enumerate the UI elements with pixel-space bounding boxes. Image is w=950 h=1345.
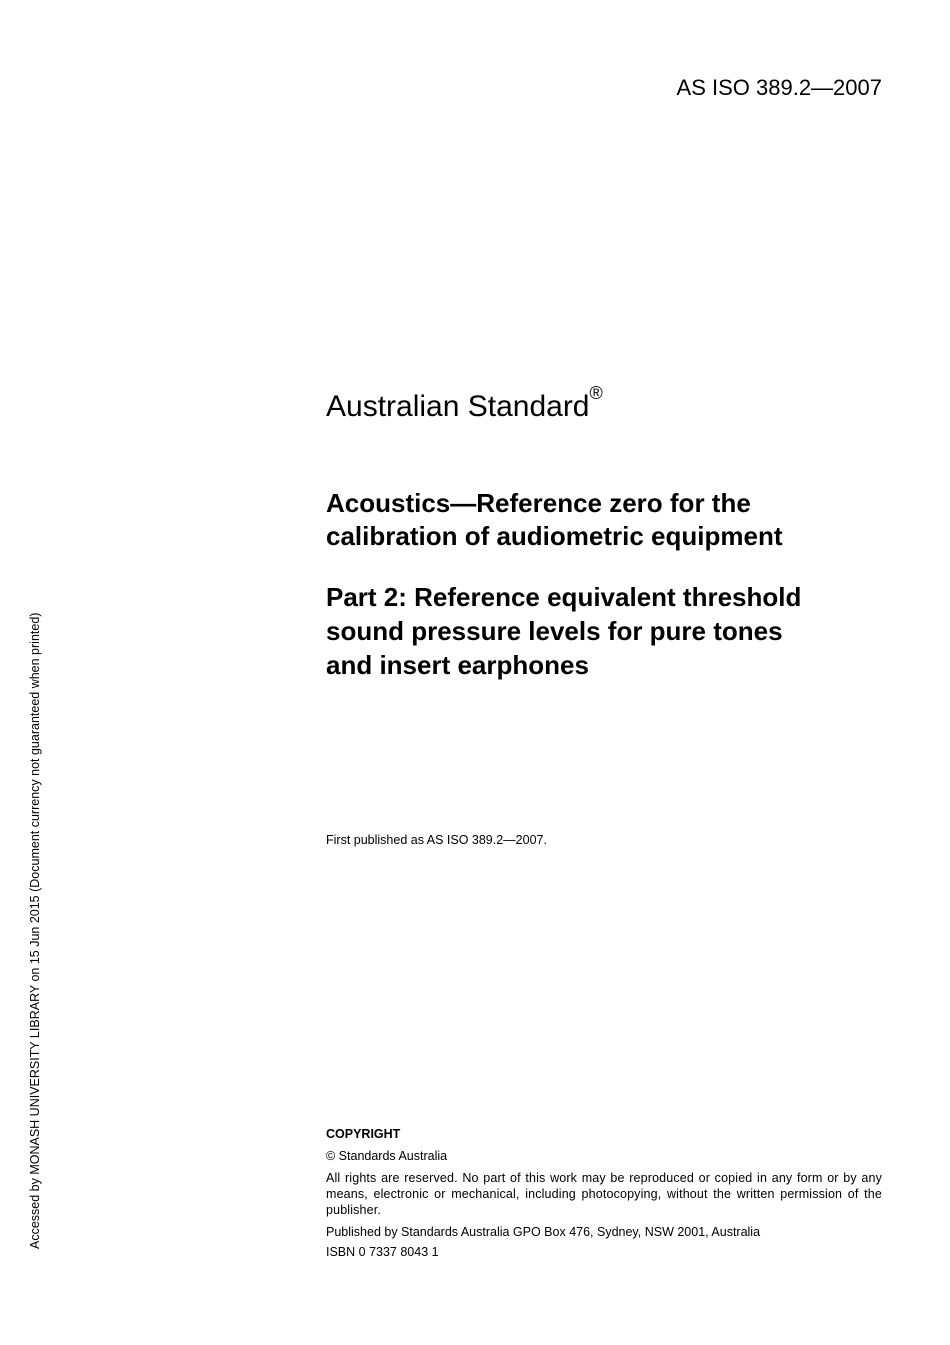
registered-mark: ® bbox=[589, 383, 603, 403]
part-title bbox=[326, 580, 882, 682]
rights-statement: All rights are reserved. No part of this work may be reproduced or copied in any form or by any means, electronic or mechanical, including photocopying, without the written permission of the publisher. bbox=[326, 1171, 882, 1217]
copyright-heading: COPYRIGHT bbox=[326, 1127, 401, 1141]
title-line: Acoustics—Reference zero for the bbox=[326, 488, 751, 518]
part-title-line: Part 2: Reference equivalent threshold bbox=[326, 582, 802, 612]
title-line: calibration of audiometric equipment bbox=[326, 521, 783, 551]
isbn: ISBN 0 7337 8043 1 bbox=[326, 1245, 439, 1259]
publisher-info: Published by Standards Australia GPO Box 476, Sydney, NSW 2001, Australia bbox=[326, 1225, 761, 1239]
standard-series bbox=[326, 379, 882, 427]
part-title-line: sound pressure levels for pure tones bbox=[326, 616, 783, 646]
document-title bbox=[326, 487, 882, 553]
access-notice: Accessed by MONASH UNIVERSITY LIBRARY on 15 Jun 2015 (Document currency not guaranteed when printed) bbox=[28, 612, 42, 1249]
document-number: AS ISO 389.2—2007 bbox=[676, 75, 882, 100]
part-title-line: and insert earphones bbox=[326, 650, 589, 680]
copyright-owner: © Standards Australia bbox=[326, 1149, 448, 1163]
copyright-block bbox=[326, 1126, 882, 1260]
first-published-note: First published as AS ISO 389.2—2007. bbox=[326, 833, 547, 847]
series-label: Australian Standard bbox=[326, 390, 590, 423]
